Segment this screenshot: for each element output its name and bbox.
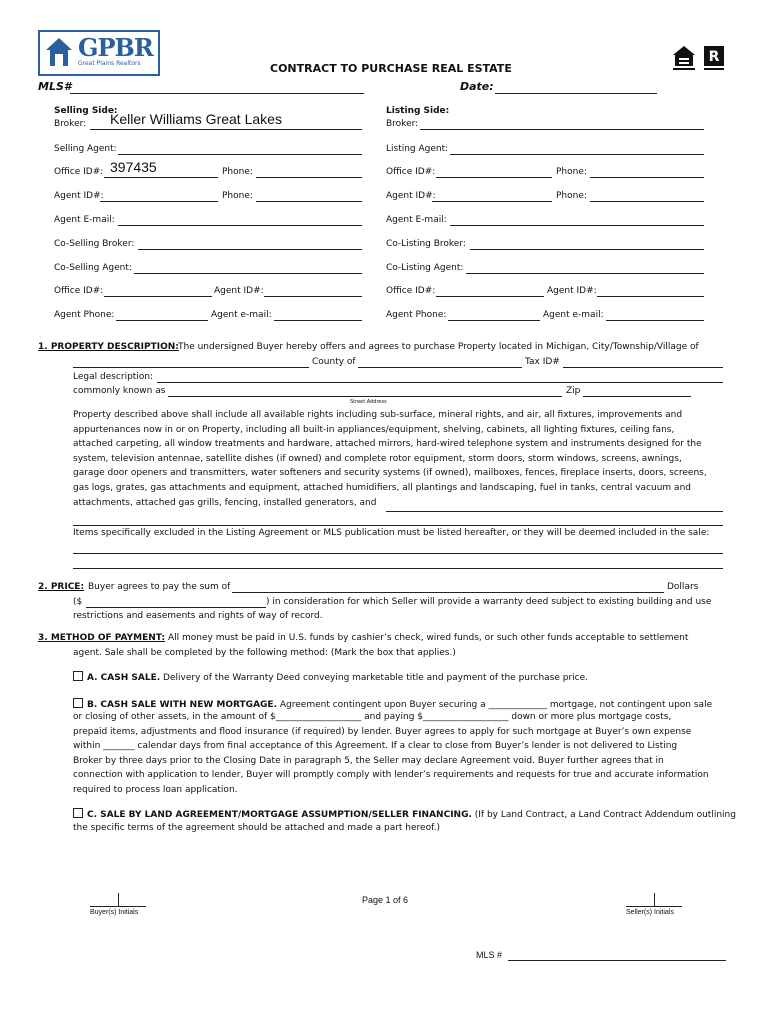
realtor-icon <box>702 44 726 72</box>
co-selling-agent-id-field[interactable] <box>264 296 362 297</box>
footer-mls-field[interactable] <box>508 960 726 961</box>
co-selling-office-field[interactable] <box>104 296 212 297</box>
excluded-items-field[interactable] <box>73 553 723 554</box>
house-logo-icon <box>44 36 74 68</box>
option-a <box>73 671 588 683</box>
section1-intro: The undersigned Buyer hereby offers and agrees to purchase Property located in Michigan, City/Township/Village of <box>178 342 699 352</box>
co-listing-agent-field[interactable] <box>466 273 704 274</box>
option-c-first-line <box>73 808 736 820</box>
body-line: Property described above shall include all available rights including sub-surface, mineral rights, and air, all fixtures, improvements and <box>73 410 683 420</box>
option-a-heading: A. CASH SALE. <box>87 673 161 683</box>
co-listing-agent-label: Co-Listing Agent: <box>386 263 464 273</box>
selling-broker-value[interactable]: Keller Williams Great Lakes <box>110 111 282 127</box>
street-address-caption: Street Address <box>350 399 387 405</box>
cash-sale-checkbox[interactable] <box>73 671 83 681</box>
selling-agent-id-label: Agent ID#: <box>54 191 104 201</box>
co-selling-broker-field[interactable] <box>138 249 362 250</box>
listing-broker-field[interactable] <box>420 129 704 130</box>
listing-office-id-label: Office ID#: <box>386 167 436 177</box>
option-b-first-line <box>73 698 712 710</box>
page-number: Page 1 of 6 <box>362 895 409 905</box>
option-b-line: required to process loan application. <box>73 784 238 795</box>
co-listing-broker-field[interactable] <box>470 249 704 250</box>
selling-broker-label: Broker: <box>54 119 87 129</box>
selling-phone2-field[interactable] <box>256 201 362 202</box>
option-b-line: within _______ calendar days from final acceptance of this Agreement. If a clear to close from Buyer’s lender is not delivered to Listing <box>73 741 678 752</box>
listing-agent-phone-field[interactable] <box>448 320 540 321</box>
option-b-line: prepaid items, adjustments and flood insurance (if required) by lender. Buyer agrees to apply for such mortgage at Buyer’s own expense <box>73 726 692 737</box>
selling-agent-phone-label: Agent Phone: <box>54 310 115 320</box>
zip-label: Zip <box>566 386 581 396</box>
body-line: gas logs, grates, gas attachments and equipment, attached humidifiers, all plantings and landscaping, fuel in tanks, central vacuum and <box>73 482 691 493</box>
included-items-field-2[interactable] <box>73 525 723 526</box>
option-b-text <box>73 710 709 798</box>
co-listing-office-field[interactable] <box>436 296 544 297</box>
legal-description-field[interactable] <box>157 382 723 383</box>
buyer-initials-divider <box>118 893 119 907</box>
option-b-heading: B. CASH SALE WITH NEW MORTGAGE. <box>87 700 277 710</box>
listing-phone-label: Phone: <box>556 167 587 177</box>
listing-agent-email2-label: Agent e-mail: <box>543 310 604 320</box>
section2-heading: 2. PRICE: <box>38 582 85 592</box>
footer-mls-label: MLS # <box>476 950 503 960</box>
price-line2-b: ) in consideration for which Seller will provide a warranty deed subject to existing building and use <box>266 597 712 607</box>
excluded-items-field-2[interactable] <box>73 568 723 569</box>
listing-agent-email-field[interactable] <box>450 225 704 226</box>
mls-field[interactable] <box>70 93 364 94</box>
selling-office-id-value[interactable]: 397435 <box>110 159 157 175</box>
land-agreement-checkbox[interactable] <box>73 808 83 818</box>
selling-phone2-label: Phone: <box>222 191 253 201</box>
listing-agent-label: Listing Agent: <box>386 144 449 154</box>
logo-text: GPBR <box>78 33 153 62</box>
co-listing-office-label: Office ID#: <box>386 286 436 296</box>
listing-agent-field[interactable] <box>450 154 704 155</box>
option-b-line: connection with application to lender, Buyer will promptly comply with lender’s requirements and requests for true and accurate information <box>73 770 709 781</box>
price-words-field[interactable] <box>232 592 664 593</box>
price-line1: Buyer agrees to pay the sum of <box>88 582 231 592</box>
date-field[interactable] <box>495 93 657 94</box>
selling-agent-email-field[interactable] <box>118 225 362 226</box>
selling-agent-email2-label: Agent e-mail: <box>211 310 272 320</box>
selling-side-heading: Selling Side: <box>54 106 118 116</box>
listing-agent-email2-field[interactable] <box>606 320 704 321</box>
seller-initials-divider <box>654 893 655 907</box>
body-line: attachments, attached gas grills, fencing, installed generators, and <box>73 497 377 508</box>
county-field[interactable] <box>358 367 522 368</box>
co-selling-broker-label: Co-Selling Broker: <box>54 239 135 249</box>
listing-broker-label: Broker: <box>386 119 419 129</box>
option-c-heading: C. SALE BY LAND AGREEMENT/MORTGAGE ASSUMPTION/SELLER FINANCING. <box>87 810 472 820</box>
option-b-line: Agreement contingent upon Buyer securing a _____________ mortgage, not contingent upon sale <box>279 700 713 710</box>
mls-label: MLS# <box>38 80 72 93</box>
selling-office-id-label: Office ID#: <box>54 167 104 177</box>
gpbr-logo <box>38 30 160 76</box>
tax-id-label: Tax ID# <box>525 357 560 367</box>
co-listing-broker-label: Co-Listing Broker: <box>386 239 466 249</box>
price-amount-field[interactable] <box>86 607 266 608</box>
selling-agent-phone-field[interactable] <box>116 320 208 321</box>
listing-agent-id-field[interactable] <box>432 201 552 202</box>
county-label: County of <box>312 357 356 367</box>
section3-heading: 3. METHOD OF PAYMENT: <box>38 633 166 643</box>
date-label: Date: <box>460 80 494 93</box>
property-description-text <box>73 408 707 510</box>
street-address-field[interactable] <box>168 396 562 397</box>
listing-phone2-field[interactable] <box>590 201 704 202</box>
selling-phone-field[interactable] <box>256 177 362 178</box>
selling-agent-field[interactable] <box>118 154 362 155</box>
co-listing-agent-id-field[interactable] <box>597 296 704 297</box>
co-selling-agent-field[interactable] <box>134 273 362 274</box>
seller-initials-label: Seller(s) Initials <box>626 909 674 916</box>
listing-side-heading: Listing Side: <box>386 106 450 116</box>
zip-field[interactable] <box>583 396 691 397</box>
selling-agent-email2-field[interactable] <box>274 320 362 321</box>
commonly-known-label: commonly known as <box>73 386 166 396</box>
option-a-text: Delivery of the Warranty Deed conveying marketable title and payment of the purchase price. <box>163 673 589 683</box>
buyer-initials-label: Buyer(s) Initials <box>90 909 139 916</box>
option-c-text: (If by Land Contract, a Land Contract Addendum outlining <box>474 810 736 820</box>
listing-agent-email-label: Agent E-mail: <box>386 215 447 225</box>
selling-agent-label: Selling Agent: <box>54 144 117 154</box>
option-b-line: Broker by three days prior to the Closing Date in paragraph 5, the Seller may declare Agreement void. Buyer further agrees that in <box>73 755 664 766</box>
co-selling-office-label: Office ID#: <box>54 286 104 296</box>
tax-id-field[interactable] <box>563 367 723 368</box>
body-line: system, television antennae, satellite dishes (if owned) and complete rotor equipment, storm doors, storm windows, screens, awnings, <box>73 453 682 464</box>
listing-office-id-field[interactable] <box>436 177 552 178</box>
section1-heading: 1. PROPERTY DESCRIPTION: <box>38 342 179 352</box>
logo-subtitle: Great Plains Realtors <box>78 60 141 67</box>
new-mortgage-checkbox[interactable] <box>73 698 83 708</box>
dollars-label: Dollars <box>667 582 699 592</box>
included-items-field[interactable] <box>386 511 723 512</box>
selling-agent-id-field[interactable] <box>100 201 218 202</box>
selling-agent-email-label: Agent E-mail: <box>54 215 115 225</box>
legal-description-label: Legal description: <box>73 372 154 382</box>
co-selling-agent-label: Co-Selling Agent: <box>54 263 132 273</box>
svg-text:R: R <box>708 49 720 65</box>
payment-line1: All money must be paid in U.S. funds by cashier’s check, wired funds, or such other funds acceptable to settlement <box>168 633 689 643</box>
listing-agent-phone-label: Agent Phone: <box>386 310 447 320</box>
price-line2-a: ($ <box>73 597 83 607</box>
option-b-line: or closing of other assets, in the amount of $___________________ and paying $___________________ down or more plus mortgage costs, <box>73 712 672 722</box>
listing-phone2-label: Phone: <box>556 191 587 201</box>
selling-broker-field[interactable] <box>90 129 362 130</box>
selling-office-id-field[interactable] <box>104 177 218 178</box>
page-title: CONTRACT TO PURCHASE REAL ESTATE <box>270 62 512 75</box>
co-selling-agent-id-label: Agent ID#: <box>214 286 264 296</box>
listing-phone-field[interactable] <box>590 177 704 178</box>
price-line3: restrictions and easements and rights of way of record. <box>73 611 323 621</box>
payment-line2: agent. Sale shall be completed by the following method: (Mark the box that applies.) <box>73 648 456 658</box>
option-c-text-2: the specific terms of the agreement should be attached and made a part hereof.) <box>73 823 440 833</box>
body-line: appurtenances now in or on Property, including all built-in appliances/equipment, shelving, cabinets, all lighting fixtures, ceiling fans, <box>73 424 675 435</box>
body-line: attached carpeting, all window treatments and hardware, attached mirrors, hard-wired telephone system and instruments designed for the <box>73 439 702 450</box>
equal-housing-icon <box>671 44 697 72</box>
excluded-items-text: Items specifically excluded in the Listing Agreement or MLS publication must be listed hereafter, or they will be deemed included in the sale: <box>73 528 710 538</box>
selling-phone-label: Phone: <box>222 167 253 177</box>
listing-agent-id-label: Agent ID#: <box>386 191 436 201</box>
body-line: garage door openers and transmitters, water softeners and security systems (if owned), mailboxes, fences, fireplace inserts, doors, screens, <box>73 468 707 479</box>
city-field[interactable] <box>73 367 309 368</box>
co-listing-agent-id-label: Agent ID#: <box>547 286 597 296</box>
